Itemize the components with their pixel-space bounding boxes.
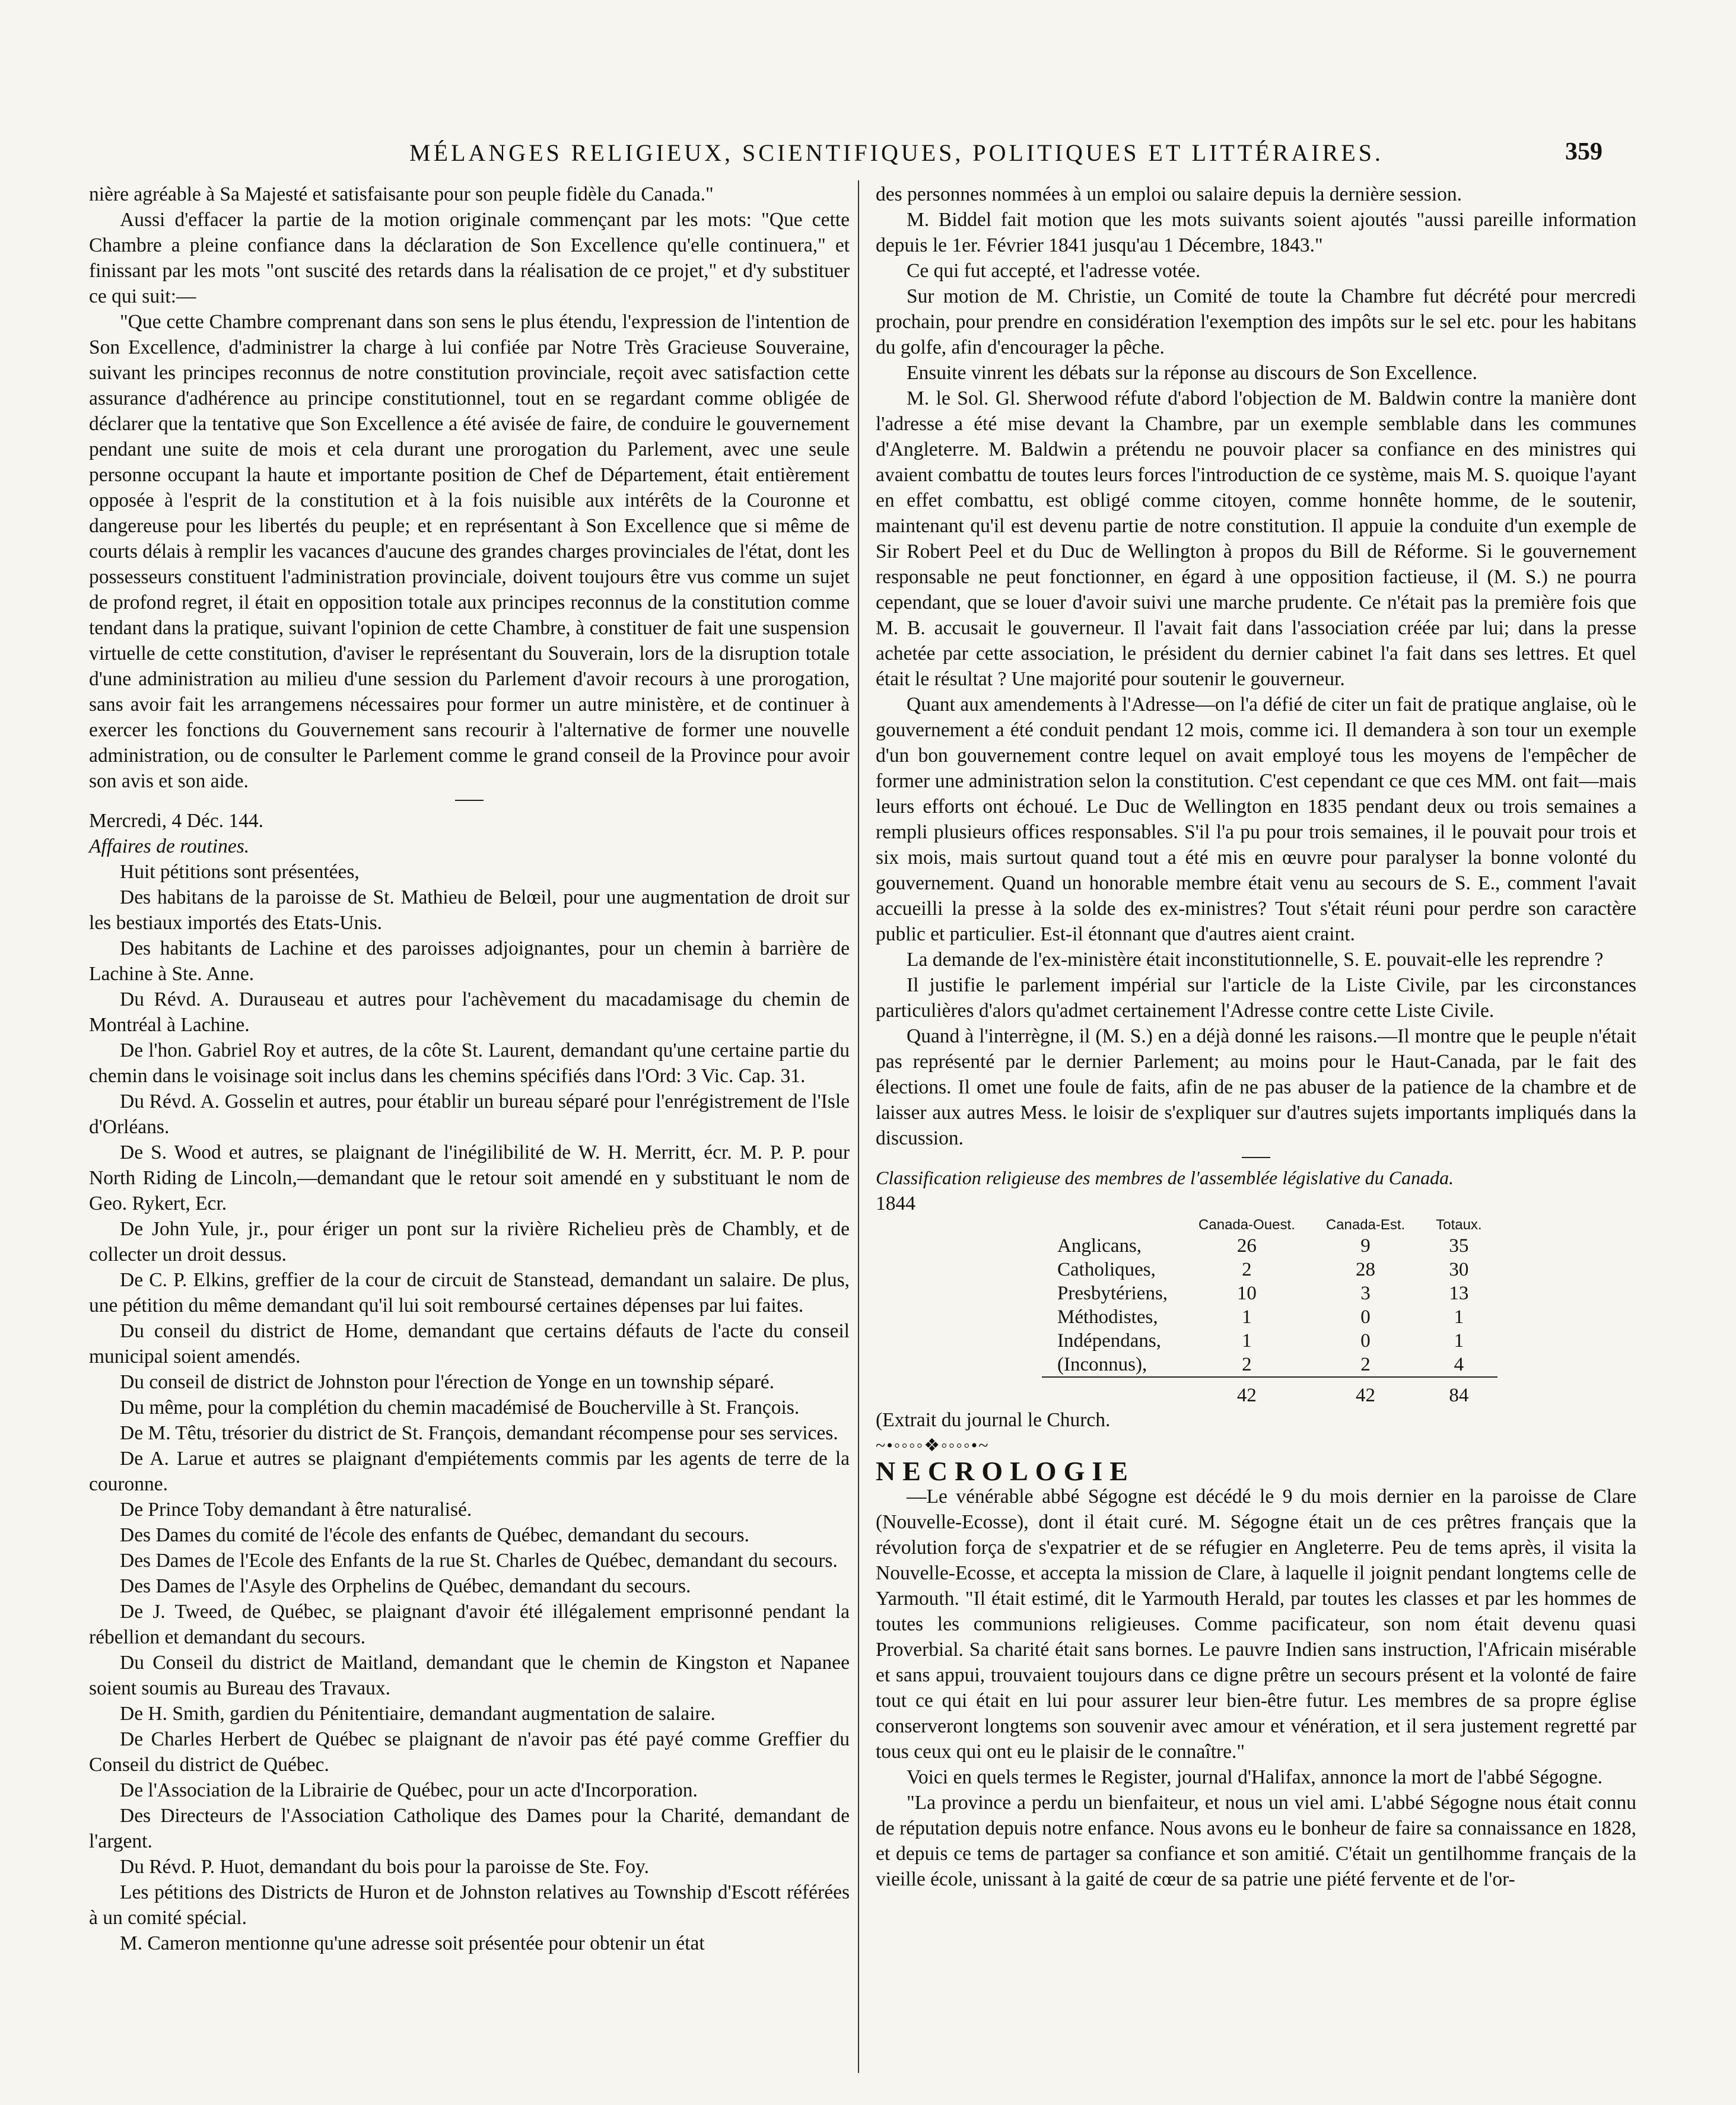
table-header-cell: Canada-Ouest. — [1198, 1217, 1295, 1233]
petition-item: De J. Tweed, de Québec, se plaignant d'avoir été illégalement emprisonné pendant la rébellion et demandant du secours. — [89, 1601, 850, 1648]
table-cell: 1 — [1242, 1330, 1252, 1352]
obituary-paragraph: "La province a perdu un bienfaiteur, et nous un viel ami. L'abbé Ségogne nous était connu de réputation depuis notre enfance. Nous avons eu le bonheur de faire sa connaissance en 1828, et depuis ce tems de partager sa confiance et son amitié. C'était un gentilhomme français de la vieille école, unissant à la gaité de cœur de sa patrie une piété fervente et de l'or- — [876, 1792, 1636, 1890]
debate-paragraph: Quand à l'interrègne, il (M. S.) en a déjà donné les raisons.—Il montre que le peuple n'était pas représenté par le dernier Parlement; au moins pour le Haut-Canada, par le fait des élections. Il omet une foule de faits, afin de ne pas abuser de la patience de la chambre et de laisser aux autres Mess. le loisir de s'expliquer sur d'autres sujets importants impliqués dans la discussion. — [876, 1025, 1636, 1149]
table-cell: 2 — [1360, 1354, 1371, 1375]
debate-paragraph: Ce qui fut accepté, et l'adresse votée. — [907, 260, 1201, 282]
petition-item: Des Dames de l'Ecole des Enfants de la rue St. Charles de Québec, demandant du secours. — [120, 1550, 838, 1572]
table-cell: 30 — [1449, 1259, 1469, 1280]
petition-item: Les pétitions des Districts de Huron et de Johnston relatives au Township d'Escott référées à un comité spécial. — [89, 1881, 850, 1929]
table-cell: Catholiques, — [1057, 1259, 1156, 1280]
table-cell: 42 — [1183, 1377, 1311, 1407]
table-row — [1042, 1258, 1497, 1282]
table-header-row — [1042, 1216, 1497, 1234]
debate-paragraph: Il justifie le parlement impérial sur l'article de la Liste Civile, par les circonstances particulières d'alors qu'admet certainement l'Adresse contre cette Liste Civile. — [876, 974, 1636, 1022]
debate-paragraph: Sur motion de M. Christie, un Comité de toute la Chambre fut décrété pour mercredi prochain, pour prendre en considération l'exemption des impôts sur le sel etc. pour les habitans du golfe, afin d'encourager la pêche. — [876, 285, 1636, 358]
source-note: (Extrait du journal le Church. — [876, 1409, 1111, 1431]
petition-item: De M. Têtu, trésorier du district de St. François, demandant récompense pour ses services. — [120, 1422, 838, 1444]
debate-paragraph: M. le Sol. Gl. Sherwood réfute d'abord l'objection de M. Baldwin contre la manière dont l'adresse a été mise devant la Chambre, par un exemple semblable dans les communes d'Angleterre. M. Baldwin a prétendu ne pouvoir placer sa confiance en des ministres qui avaient combattu de toutes leurs forces l'introduction de ce système, mais M. S. quoique l'ayant en effet combattu, est obligé comme citoyen, comme honnête homme, de le soutenir, maintenant qu'il est devenu partie de notre constitution. Il appuie la conduite d'un exemple de Sir Robert Peel et du Duc de Wellington à propos du Bill de Réforme. Si le gouvernement responsable ne peut fonctionner, en égard à une opposition factieuse, il (M. S.) ne pourra cependant, que se louer d'avoir suivi une marche prudente. Ce n'était pas la première fois que M. B. accusait le gouverneur. Il l'avait fait dans l'association créée par lui; dans la presse achetée par cette association, le président du dernier cabinet l'a fait dans ses lettres. Et quel était le résultat ? Une majorité pour soutenir le gouverneur. — [876, 387, 1636, 690]
petition-item: De A. Larue et autres se plaignant d'empiétements commis par les agents de terre de la couronne. — [89, 1448, 850, 1495]
petition-item: Du même, pour la complétion du chemin macadémisé de Boucherville à St. François. — [120, 1397, 800, 1419]
debate-paragraph: M. Biddel fait motion que les mots suivants soient ajoutés "aussi pareille information depuis le 1er. Février 1841 jusqu'au 1 Décembre, 1843." — [876, 209, 1636, 256]
petition-item: Huit pétitions sont présentées, — [120, 861, 360, 883]
table-cell: 3 — [1360, 1283, 1371, 1304]
table-cell: Presbytériens, — [1057, 1283, 1168, 1304]
table-header-cell: Totaux. — [1436, 1217, 1482, 1233]
table-cell: 4 — [1454, 1354, 1464, 1375]
table-cell — [1042, 1377, 1183, 1407]
petition-item: Des habitants de Lachine et des paroisses adjoignantes, pour un chemin à barrière de Lachine à Ste. Anne. — [89, 937, 850, 985]
table-header-cell: Canada-Est. — [1325, 1217, 1406, 1233]
petition-item: De l'hon. Gabriel Roy et autres, de la côte St. Laurent, demandant qu'une certaine partie du chemin dans le voisinage soit inclus dans les chemins spécifiés dans l'Ord: 3 Vic. Cap. 31. — [89, 1039, 850, 1087]
table-row — [1042, 1353, 1497, 1377]
divider — [455, 800, 484, 801]
table-cell: 1 — [1454, 1330, 1464, 1352]
petition-item: Du Révd. P. Huot, demandant du bois pour la paroisse de Ste. Foy. — [120, 1856, 650, 1878]
ornament-divider: ~•◦◦◦◦❖◦◦◦◦•~ — [876, 1436, 990, 1455]
table-cell: Anglicans, — [1057, 1235, 1142, 1257]
table-row — [1042, 1329, 1497, 1353]
religion-table — [1042, 1216, 1497, 1407]
table-cell: 0 — [1360, 1330, 1371, 1352]
dateline: Mercredi, 4 Déc. 144. — [89, 810, 263, 832]
table-title: Classification religieuse des membres de l'assemblée législative du Canada. — [876, 1167, 1454, 1188]
petition-item: Du Révd. A. Gosselin et autres, pour établir un bureau séparé pour l'enrégistrement de l'Isle d'Orléans. — [89, 1090, 850, 1138]
petition-item: Des Directeurs de l'Association Catholique des Dames pour la Charité, demandant de l'argent. — [89, 1805, 850, 1852]
intro-paragraph: nière agréable à Sa Majesté et satisfaisante pour son peuple fidèle du Canada." — [89, 183, 714, 205]
table-row — [1042, 1305, 1497, 1329]
table-cell: 10 — [1236, 1283, 1257, 1304]
table-year: 1844 — [876, 1193, 915, 1214]
intro-paragraph: Aussi d'effacer la partie de la motion originale commençant par les mots: "Que cette Chambre a pleine confiance dans la déclaration de Son Excellence qu'elle continuera," et finissant par les mots "ont suscité des retards dans la réalisation de ce projet," et d'y substituer ce qui suit:— — [89, 209, 850, 307]
petition-item: De S. Wood et autres, se plaignant de l'inégilibilité de W. H. Merritt, écr. M. P. P. pour North Riding de Lincoln,—demandant que le retour soit amendé en y substituant le nom de Geo. Rykert, Ecr. — [89, 1141, 850, 1214]
table-row — [1042, 1234, 1497, 1258]
debate-paragraph: Quant aux amendements à l'Adresse—on l'a défié de citer un fait de pratique anglaise, où le gouvernement a été conduit pendant 12 mois, comme ici. Il demandera à son tour un exemple d'un bon gouvernement contre lequel on avait employé tous les moyens de l'empêcher de former une administration selon la constitution. C'est cependant ce que ces MM. ont fait—mais leurs efforts ont échoué. Le Duc de Wellington en 1835 pendant deux ou trois semaines a rempli plusieurs offices responsables. S'il l'a pu pour trois semaines, il le pouvait pour trois et six mois, mais surtout quand tout a été mis en œuvre pour paralyser la bonne volonté du gouvernement. Quand un honorable membre était venu au secours de S. E., comment l'avait accueilli la presse à la solde des ex-ministres? Tout s'était réuni pour perdre son caractère public et particulier. Est-il étonnant que d'autres aient craint. — [876, 694, 1636, 945]
obituary-text — [876, 1484, 1636, 1892]
petition-item: De C. P. Elkins, greffier de la cour de circuit de Stanstead, demandant un salaire. De plus, une pétition du même demandant qu'il lui soit remboursé certaines dépenses par lui faites. — [89, 1269, 850, 1317]
table-cell: 42 — [1311, 1377, 1420, 1407]
table-body — [1042, 1234, 1497, 1407]
obituary-heading: NECROLOGIE — [876, 1456, 1135, 1486]
table-cell: 1 — [1242, 1306, 1252, 1328]
right-column — [876, 182, 1636, 1892]
table-cell: 0 — [1360, 1306, 1371, 1328]
petition-item: Du conseil de district de Johnston pour l'érection de Yonge en un township séparé. — [120, 1371, 774, 1393]
petition-item: Du conseil du district de Home, demandant que certains défauts de l'acte du conseil municipal soient amendés. — [89, 1320, 850, 1368]
table-cell: 84 — [1420, 1377, 1497, 1407]
petition-item: De John Yule, jr., pour ériger un pont sur la rivière Richelieu près de Chambly, et de collecter un droit dessus. — [89, 1218, 850, 1265]
petition-item: De l'Association de la Librairie de Québec, pour un acte d'Incorporation. — [120, 1779, 698, 1801]
table-cell: 9 — [1360, 1235, 1371, 1257]
table-cell: 2 — [1242, 1259, 1252, 1280]
petition-item: Des habitans de la paroisse de St. Mathieu de Belœil, pour une augmentation de droit sur les bestiaux importés des Etats-Unis. — [89, 886, 850, 934]
table-cell: 28 — [1356, 1259, 1376, 1280]
intro-paragraph: "Que cette Chambre comprenant dans son sens le plus étendu, l'expression de l'intention de Son Excellence, d'administrer la charge à lui confiée par Notre Très Gracieuse Souveraine, suivant les principes reconnus de notre constitution provinciale, reçoit avec satisfaction cette assurance d'adhérence au principe constitutionnel, tout en se regardant comme obligée de déclarer que la tentative que Son Excellence a été avisée de faire, de conduire le gouvernement pendant une suite de mois et cela durant une prorogation du Parlement, avec une seule personne occupant la haute et importante position de Chef de Département, était entièrement opposée à l'esprit de la constitution et à la fois nuisible aux intérêts de la Couronne et dangereuse pour les libertés du peuple; et en représentant à Son Excellence que si même de courts délais à remplir les vacances d'aucune des grandes charges provinciales de l'état, dont les possesseurs constituent l'administration provinciale, doivent toujours être vus comme un sujet de profond regret, il était en opposition totale aux principes reconnus de la constitution comme tendant dans la pratique, suivant l'opinion de cette Chambre, à constituer de fait une suspension virtuelle de cette constitution, d'aviser le représentant du Souverain, lors de la disruption totale d'une administration au milieu d'une session du Parlement d'avoir recours à une prorogation, sans avoir fait les arrangemens nécessaires pour former un autre ministère, et de continuer à exercer les fonctions du Gouvernement sans recourir à l'alternative de former une nouvelle administration, ou de consulter le Parlement comme le grand conseil de la Province pour avoir son avis et son aide. — [89, 311, 850, 792]
petition-item: Des Dames du comité de l'école des enfants de Québec, demandant du secours. — [120, 1524, 749, 1546]
section-heading: Affaires de routines. — [89, 835, 250, 857]
table-total-row — [1042, 1377, 1497, 1407]
table-cell: Indépendans, — [1057, 1330, 1162, 1352]
table-cell: 2 — [1242, 1354, 1252, 1375]
petition-item: Du Révd. A. Durauseau et autres pour l'achèvement du macadamisage du chemin de Montréal à Lachine. — [89, 988, 850, 1036]
left-column — [89, 182, 850, 1956]
petition-item: De H. Smith, gardien du Pénitentiaire, demandant augmentation de salaire. — [120, 1703, 716, 1725]
debate-report — [876, 182, 1636, 1151]
petition-item: Des Dames de l'Asyle des Orphelins de Québec, demandant du secours. — [120, 1575, 691, 1597]
running-head: MÉLANGES RELIGIEUX, SCIENTIFIQUES, POLITIQUES ET LITTÉRAIRES. — [409, 139, 1384, 166]
table-cell: 26 — [1236, 1235, 1257, 1257]
petition-list — [89, 859, 850, 1956]
petition-item: De Prince Toby demandant à être naturalisé. — [120, 1499, 472, 1521]
debate-paragraph: La demande de l'ex-ministère était inconstitutionnelle, S. E. pouvait-elle les reprendre ? — [907, 949, 1604, 971]
debate-paragraph: des personnes nommées à un emploi ou salaire depuis la dernière session. — [876, 183, 1462, 205]
obituary-paragraph: Voici en quels termes le Register, journal d'Halifax, annonce la mort de l'abbé Ségogne. — [907, 1766, 1603, 1788]
column-divider — [858, 180, 859, 2073]
table-cell: 1 — [1454, 1306, 1464, 1328]
petition-item: Du Conseil du district de Maitland, demandant que le chemin de Kingston et Napanee soient soumis au Bureau des Travaux. — [89, 1652, 850, 1699]
petition-item: M. Cameron mentionne qu'une adresse soit présentée pour obtenir un état — [120, 1932, 705, 1954]
table-cell: (Inconnus), — [1057, 1354, 1147, 1375]
page-number: 359 — [1565, 138, 1603, 166]
table-cell: 13 — [1449, 1283, 1469, 1304]
petition-item: De Charles Herbert de Québec se plaignant de n'avoir pas été payé comme Greffier du Conseil du district de Québec. — [89, 1728, 850, 1776]
obituary-paragraph: —Le vénérable abbé Ségogne est décédé le 9 du mois dernier en la paroisse de Clare (Nouvelle-Ecosse), dont il était curé. M. Ségogne était un de ces prêtres français que la révolution força de s'expatrier et de se réfugier en Angleterre. Peu de tems après, il visita la Nouvelle-Ecosse, et accepta la mission de Clare, à laquelle il joignit pendant longtems celle de Yarmouth. "Il était estimé, dit le Yarmouth Herald, par toutes les classes et par les hommes de toutes les communions religieuses. Comme pacificateur, son nom était devenu quasi Proverbial. Sa charité était sans bornes. Le pauvre Indien sans instruction, l'Africain misérable et sans appui, trouvaient toujours dans ce digne prêtre un secours présent et la volonté de faire tout ce qui était en lui pour assurer leur bien-être futur. Les membres de sa propre église conserveront longtems son souvenir avec amour et vénération, et il sera justement regretté par tous ceux qui ont eu le plaisir de le connaître." — [876, 1486, 1636, 1763]
table-cell: 35 — [1449, 1235, 1469, 1257]
table-header-cell — [1042, 1216, 1183, 1234]
debate-paragraph: Ensuite vinrent les débats sur la réponse au discours de Son Excellence. — [907, 362, 1477, 384]
table-row — [1042, 1282, 1497, 1305]
divider — [1242, 1157, 1270, 1158]
table-cell: Méthodistes, — [1057, 1306, 1158, 1328]
